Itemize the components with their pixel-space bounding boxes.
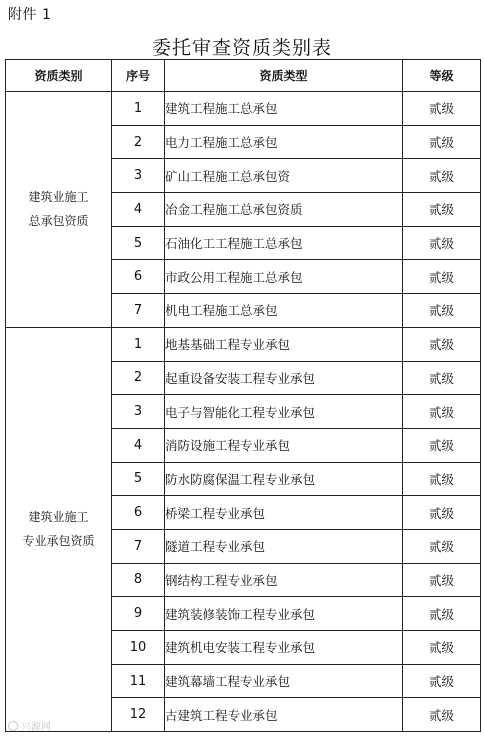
grade-level-cell: 贰级 <box>403 462 481 496</box>
column-header-type: 资质类型 <box>165 60 403 92</box>
row-number-cell: 9 <box>112 597 165 631</box>
grade-level-cell: 贰级 <box>403 597 481 631</box>
qualification-type-cell: 古建筑工程专业承包 <box>165 698 403 732</box>
grade-level-cell: 贰级 <box>403 631 481 665</box>
qualification-type-cell: 建筑机电安装工程专业承包 <box>165 631 403 665</box>
qualification-type-cell: 市政公用工程施工总承包 <box>165 260 403 294</box>
grade-level-cell: 贰级 <box>403 361 481 395</box>
row-number-cell: 1 <box>112 327 165 361</box>
row-number-cell: 3 <box>112 159 165 193</box>
category-line-1: 建筑业施工 <box>28 510 89 525</box>
row-number-cell: 6 <box>112 496 165 530</box>
category-line-2: 总承包资质 <box>28 214 89 229</box>
qualification-type-cell: 建筑幕墙工程专业承包 <box>165 664 403 698</box>
watermark <box>8 718 51 733</box>
qualification-type-cell: 桥梁工程专业承包 <box>165 496 403 530</box>
row-number-cell: 8 <box>112 563 165 597</box>
table-row <box>6 92 481 126</box>
grade-level-cell: 贰级 <box>403 563 481 597</box>
table-row <box>6 327 481 361</box>
grade-level-cell: 贰级 <box>403 159 481 193</box>
row-number-cell: 4 <box>112 428 165 462</box>
row-number-cell: 10 <box>112 631 165 665</box>
grade-level-cell: 贰级 <box>403 428 481 462</box>
grade-level-cell: 贰级 <box>403 226 481 260</box>
grade-level-cell: 贰级 <box>403 496 481 530</box>
qualification-type-cell: 防水防腐保温工程专业承包 <box>165 462 403 496</box>
column-header-level: 等级 <box>403 60 481 92</box>
row-number-cell: 11 <box>112 664 165 698</box>
grade-level-cell: 贰级 <box>403 125 481 159</box>
table-header-row <box>6 60 481 92</box>
watermark-logo-icon <box>8 721 18 731</box>
qualification-type-cell: 消防设施工程专业承包 <box>165 428 403 462</box>
qualification-type-cell: 钢结构工程专业承包 <box>165 563 403 597</box>
column-header-category: 资质类别 <box>6 60 112 92</box>
qualification-type-cell: 起重设备安装工程专业承包 <box>165 361 403 395</box>
grade-level-cell: 贰级 <box>403 193 481 227</box>
category-line-1: 建筑业施工 <box>28 190 89 205</box>
qualification-type-cell: 矿山工程施工总承包资 <box>165 159 403 193</box>
qualification-type-cell: 冶金工程施工总承包资质 <box>165 193 403 227</box>
grade-level-cell: 贰级 <box>403 92 481 126</box>
row-number-cell: 6 <box>112 260 165 294</box>
table-body <box>6 92 481 732</box>
page-title: 委托审查资质类别表 <box>151 37 332 59</box>
grade-level-cell: 贰级 <box>403 327 481 361</box>
watermark-text: 兴源网 <box>21 722 51 733</box>
category-line-2: 专业承包资质 <box>22 534 95 549</box>
qualification-type-cell: 电力工程施工总承包 <box>165 125 403 159</box>
grade-level-cell: 贰级 <box>403 529 481 563</box>
row-number-cell: 2 <box>112 125 165 159</box>
qualification-type-cell: 建筑工程施工总承包 <box>165 92 403 126</box>
qualification-type-cell: 建筑装修装饰工程专业承包 <box>165 597 403 631</box>
row-number-cell: 1 <box>112 92 165 126</box>
row-number-cell: 7 <box>112 294 165 328</box>
grade-level-cell: 贰级 <box>403 698 481 732</box>
grade-level-cell: 贰级 <box>403 395 481 429</box>
category-cell <box>6 327 112 731</box>
qualification-type-cell: 机电工程施工总承包 <box>165 294 403 328</box>
qualification-table <box>5 59 481 732</box>
row-number-cell: 2 <box>112 361 165 395</box>
qualification-type-cell: 地基基础工程专业承包 <box>165 327 403 361</box>
row-number-cell: 7 <box>112 529 165 563</box>
column-header-number: 序号 <box>112 60 165 92</box>
qualification-type-cell: 石油化工工程施工总承包 <box>165 226 403 260</box>
category-cell <box>6 92 112 328</box>
row-number-cell: 12 <box>112 698 165 732</box>
row-number-cell: 3 <box>112 395 165 429</box>
row-number-cell: 5 <box>112 462 165 496</box>
grade-level-cell: 贰级 <box>403 294 481 328</box>
row-number-cell: 5 <box>112 226 165 260</box>
qualification-type-cell: 电子与智能化工程专业承包 <box>165 395 403 429</box>
row-number-cell: 4 <box>112 193 165 227</box>
qualification-type-cell: 隧道工程专业承包 <box>165 529 403 563</box>
attachment-label: 附件 1 <box>8 7 52 23</box>
grade-level-cell: 贰级 <box>403 664 481 698</box>
grade-level-cell: 贰级 <box>403 260 481 294</box>
